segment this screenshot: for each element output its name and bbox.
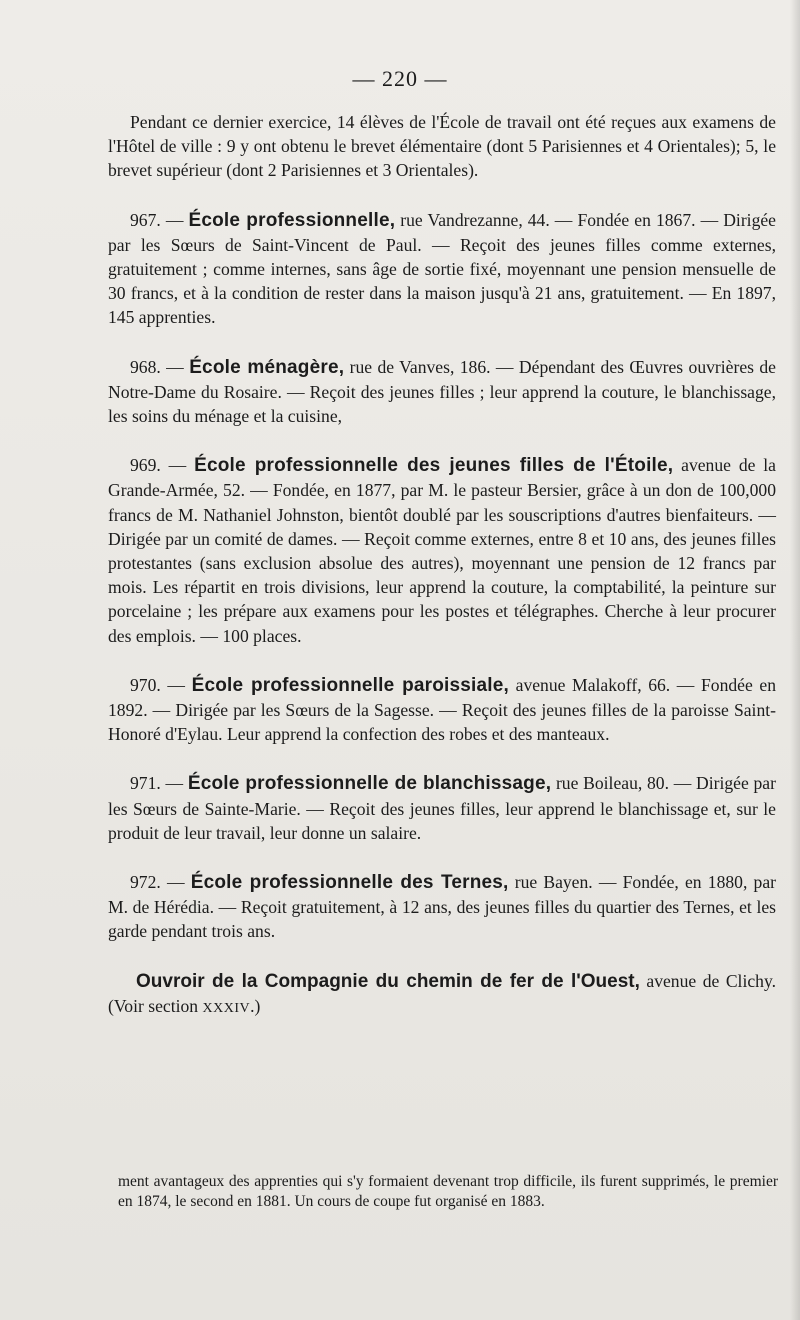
entry-heading: École professionnelle des Ternes, [190, 872, 509, 894]
entry-body: rue de Vanves, 186. — Dépendant des Œuvres ouvrières de Notre-Dame du Rosaire. — Reçoit des jeunes filles ; leur apprend la couture, le blanchissage, les soins du ménage et la cuisine, [108, 356, 776, 427]
entry-971 [108, 771, 776, 845]
section-reference: XXXIV [202, 1000, 251, 1016]
ouvroir-heading: Ouvroir de la Compagnie du chemin de fer de l'Ouest, [136, 970, 640, 992]
entry-970 [108, 673, 776, 747]
entry-number: 969. — [130, 455, 195, 476]
entry-number: 967. — [130, 209, 189, 230]
intro-paragraph: Pendant ce dernier exercice, 14 élèves de l'École de travail ont été reçues aux examens de l'Hôtel de ville : 9 y ont obtenu le brevet élémentaire (dont 5 Parisiennes et 4 Orientales); 5, le brevet supérieur (dont 2 Parisiennes et 3 Orientales). [108, 112, 776, 181]
entry-number: 971. — [130, 773, 188, 794]
page-edge-shadow [790, 0, 800, 1320]
entry-number: 972. — [130, 872, 191, 893]
entry-969 [108, 453, 776, 648]
entry-body: avenue Malakoff, 66. — Fondée en 1892. — Dirigée par les Sœurs de la Sagesse. — Reçoit des jeunes filles de la paroisse Saint-Honoré d'Eylau. Leur apprend la confection des robes et des manteaux. [108, 674, 776, 745]
page-body [108, 110, 776, 1039]
entry-number: 968. — [130, 356, 190, 377]
ouvroir-body-end: .) [250, 995, 261, 1016]
entry-body: rue Bayen. — Fondée, en 1880, par M. de Hérédia. — Reçoit gratuitement, à 12 ans, des jeunes filles du quartier des Ternes, et les garde pendant trois ans. [108, 872, 776, 942]
ouvroir-entry [108, 969, 776, 1021]
entry-heading: École ménagère, [189, 356, 345, 378]
entry-body: rue Vandrezanne, 44. — Fondée en 1867. — Dirigée par les Sœurs de Saint-Vincent de Paul. — Reçoit des jeunes filles comme externes, gratuitement ; comme internes, sans âge de sortie fixé, moyennant une pension mensuelle de 30 francs, et à la condition de rester dans la maison jusqu'à 21 ans, gratuitement. — En 1897, 145 apprenties. [108, 209, 776, 328]
entry-972 [108, 870, 776, 944]
footnote: ment avantageux des apprenties qui s'y formaient devenant trop difficile, ils furent supprimés, le premier en 1874, le second en 1881. Un cours de coupe fut organisé en 1883. [118, 1173, 778, 1210]
entry-number: 970. — [130, 674, 192, 695]
entry-967 [108, 208, 776, 330]
page-number: — 220 — [352, 66, 448, 91]
entry-heading: École professionnelle de blanchissage, [187, 773, 552, 795]
entry-968 [108, 355, 776, 429]
entry-heading: École professionnelle paroissiale, [191, 674, 510, 696]
entry-body: avenue de la Grande-Armée, 52. — Fondée, en 1877, par M. le pasteur Bersier, grâce à un don de 100,000 francs de M. Nathaniel Johnston, bientôt doublé par les souscriptions d'autres bienfaiteurs. — Dirigée par un comité de dames. — Reçoit comme externes, entre 8 et 10 ans, des jeunes filles protestantes (sans exclusion absolue des autres), moyennant une pension de 12 francs par mois. Les répartit en trois divisions, leur apprend la couture, la comptabilité, la peinture sur porcelaine ; les prépare aux examens pour les postes et télégraphes. Cherche à leur procurer des emplois. — 100 places. [108, 455, 776, 646]
entry-body: rue Boileau, 80. — Dirigée par les Sœurs de Sainte-Marie. — Reçoit des jeunes filles, leur apprend le blanchissage et, sur le produit de leur travail, leur donne un salaire. [108, 773, 776, 843]
entry-heading: École professionnelle des jeunes filles de l'Étoile, [194, 455, 674, 477]
ouvroir-body: avenue de Clichy. (Voir section [108, 970, 776, 1016]
entry-heading: École professionnelle, [188, 209, 396, 231]
